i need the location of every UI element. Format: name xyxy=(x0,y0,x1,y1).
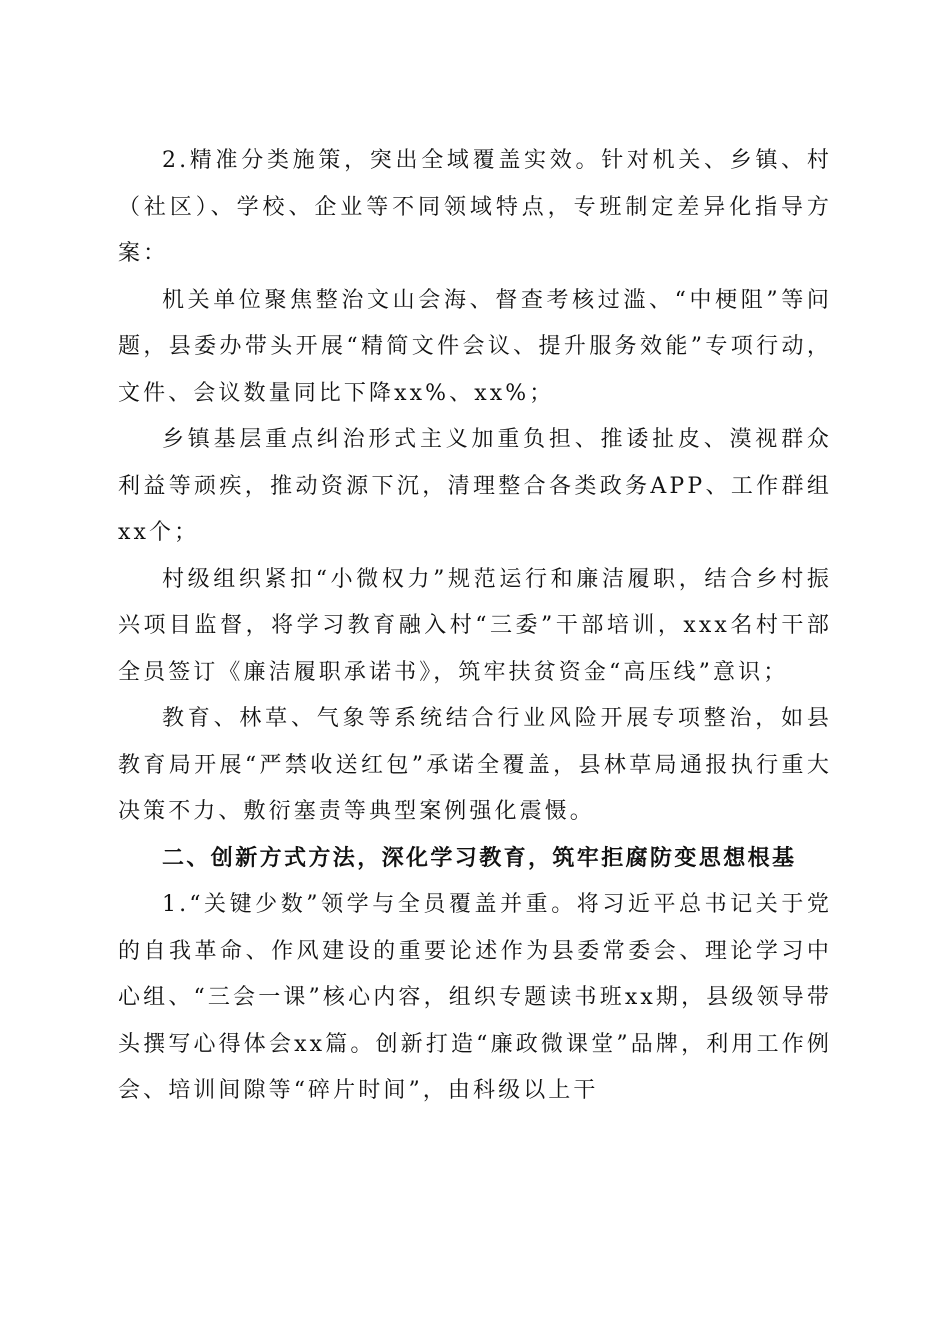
paragraph-township-level: 乡镇基层重点纠治形式主义加重负担、推诿扯皮、漠视群众利益等顽疾，推动资源下沉，清理整合各类政务APP、工作群组xx个； xyxy=(118,427,832,545)
document-body xyxy=(118,138,832,1115)
paragraph-government-agencies: 机关单位聚焦整治文山会海、督查考核过滥、“中梗阻”等问题，县委办带头开展“精简文件会议、提升服务效能”专项行动，文件、会议数量同比下降xx%、xx%； xyxy=(118,287,832,406)
paragraph-targeted-measures: 2.精准分类施策，突出全域覆盖实效。针对机关、乡镇、村（社区）、学校、企业等不同领域特点，专班制定差异化指导方案： xyxy=(118,148,832,266)
paragraph-village-organizations: 村级组织紧扣“小微权力”规范运行和廉洁履职，结合乡村振兴项目监督，将学习教育融入村“三委”干部培训，xxx名村干部全员签订《廉洁履职承诺书》，筑牢扶贫资金“高压线”意识； xyxy=(118,566,832,685)
section-heading-2: 二、创新方式方法，深化学习教育，筑牢拒腐防变思想根基 xyxy=(162,845,797,871)
paragraph-key-minority: 1.“关键少数”领学与全员覆盖并重。将习近平总书记关于党的自我革命、作风建设的重要论述作为县委常委会、理论学习中心组、“三会一课”核心内容，组织专题读书班xx期，县级领导带头撰写心得体会xx篇。创新打造“廉政微课堂”品牌，利用工作例会、培训间隙等“碎片时间”，由科级以上干 xyxy=(118,892,832,1103)
paragraph-industry-systems: 教育、林草、气象等系统结合行业风险开展专项整治，如县教育局开展“严禁收送红包”承诺全覆盖，县林草局通报执行重大决策不力、敷衍塞责等典型案例强化震慑。 xyxy=(118,706,832,824)
